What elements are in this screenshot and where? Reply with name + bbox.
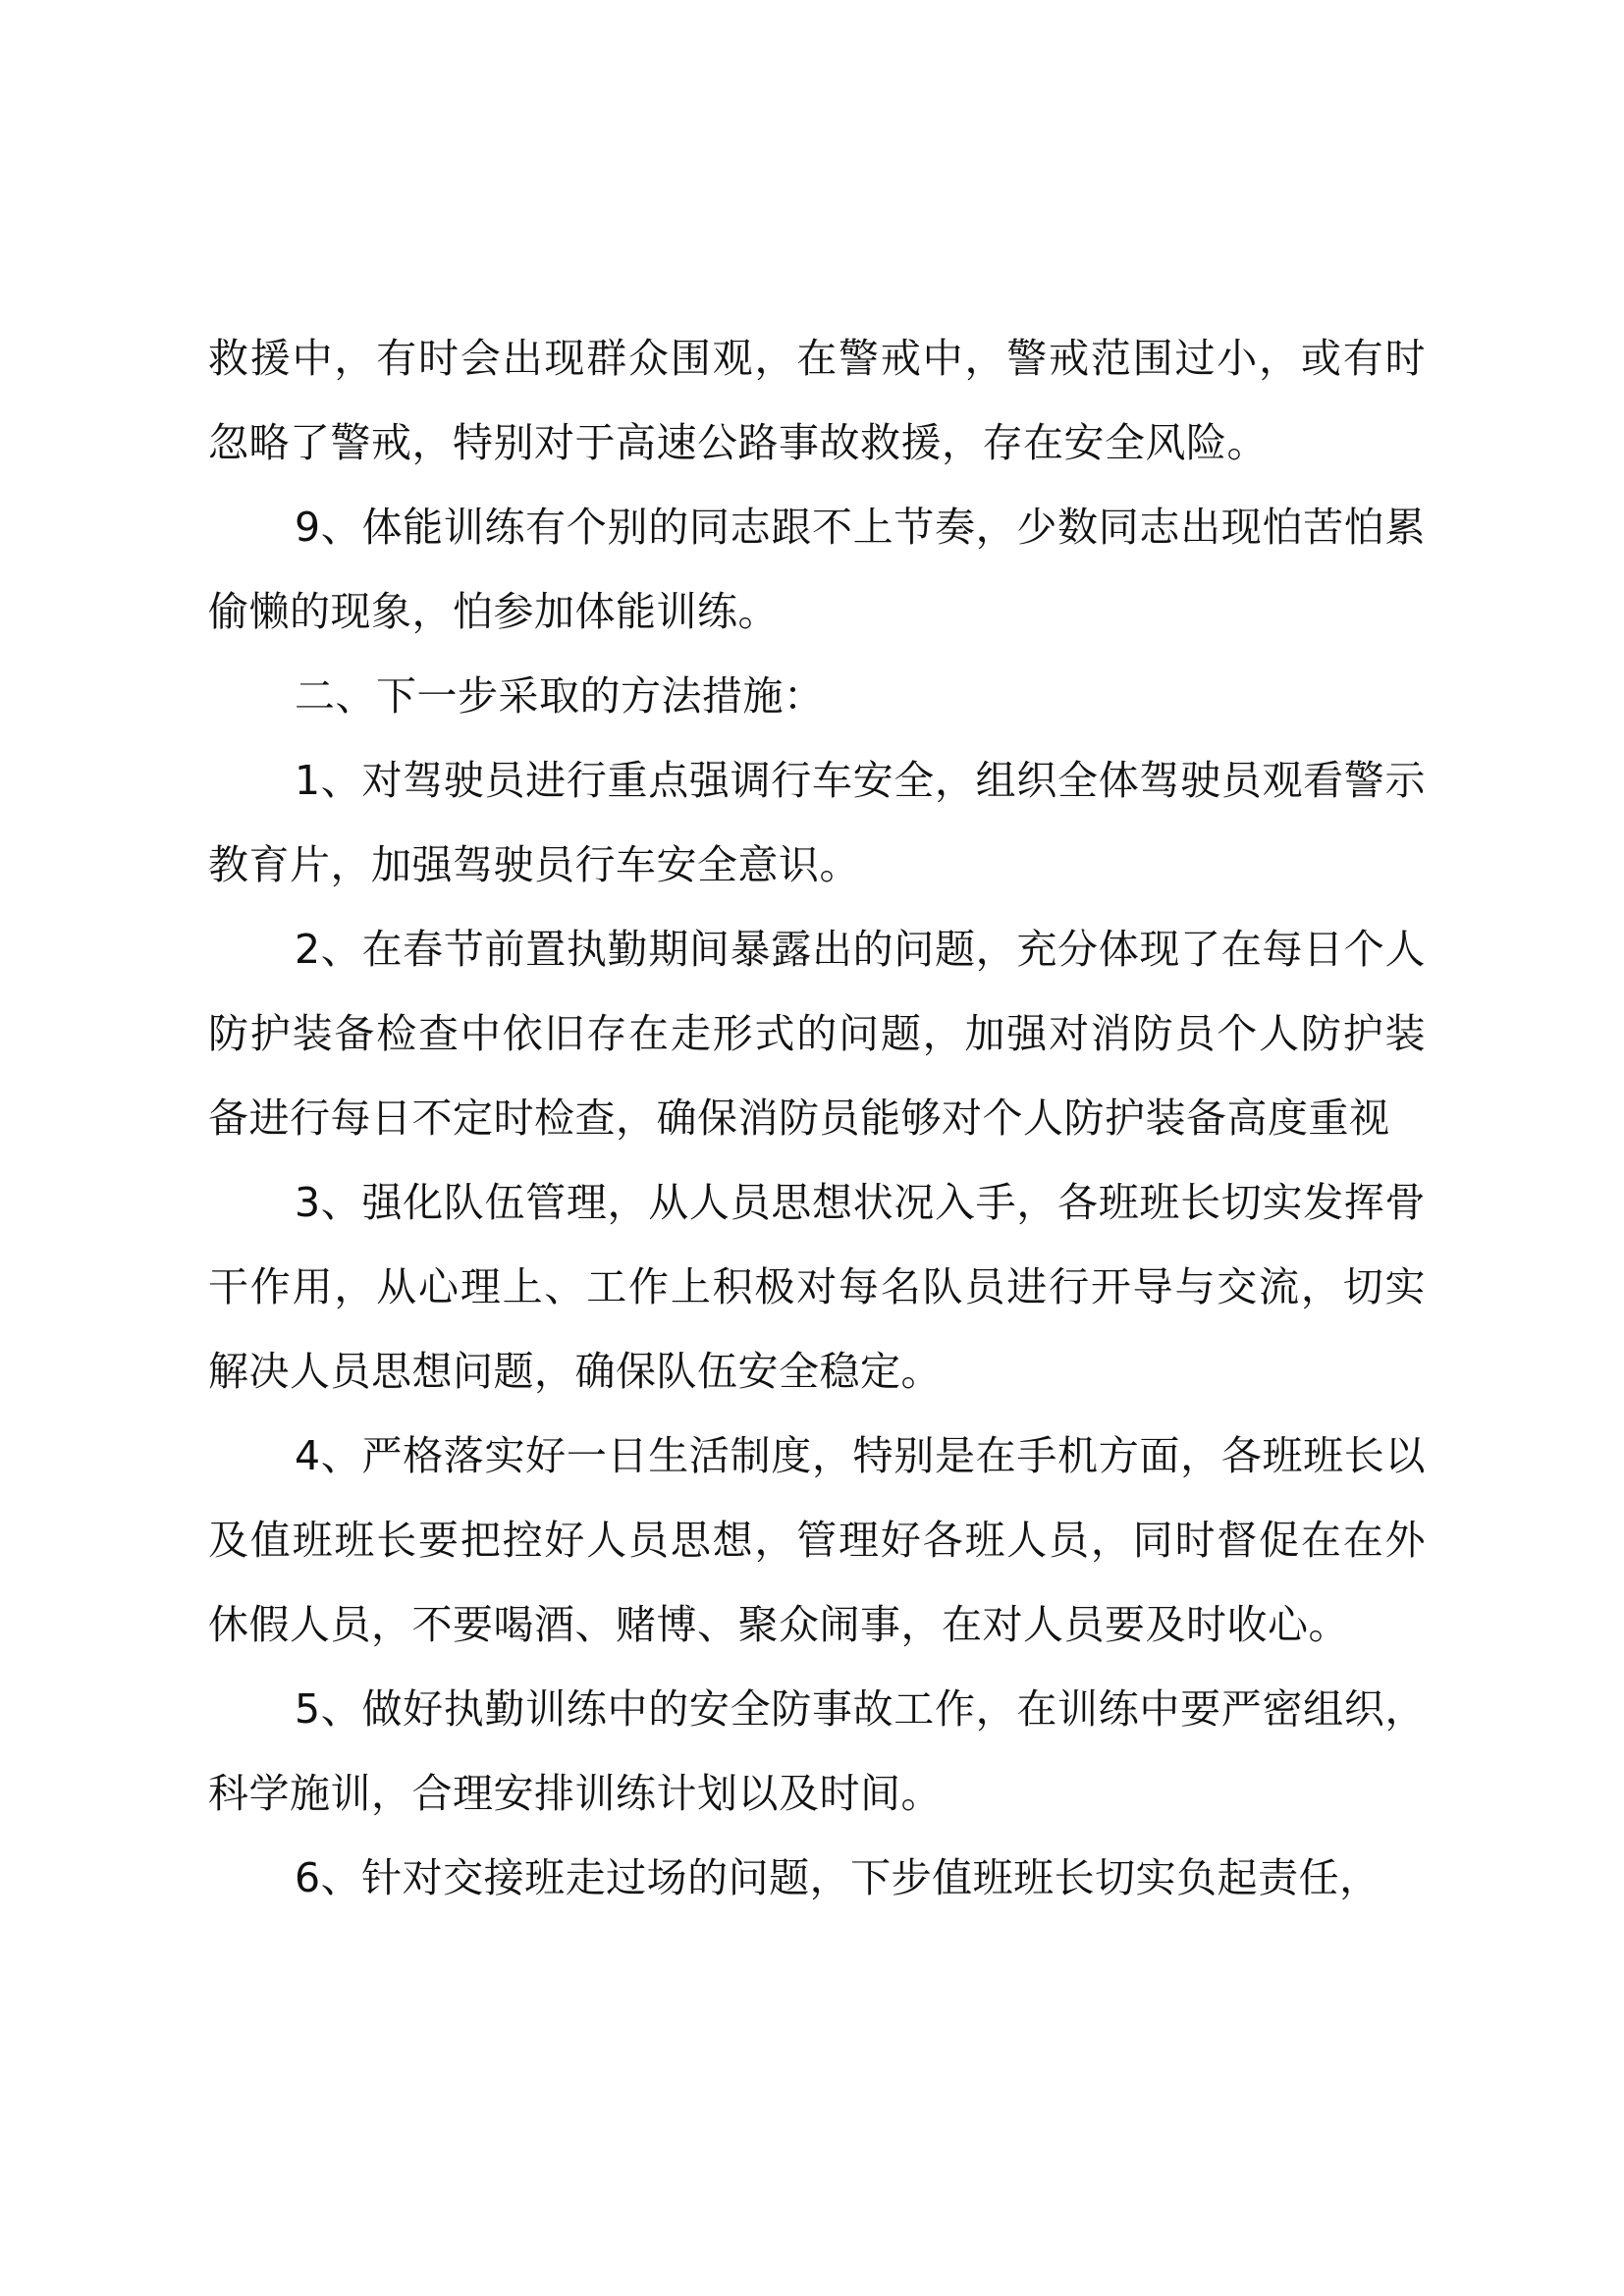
paragraph-measure-1-driver-safety: 1、对驾驶员进行重点强调行车安全，组织全体驾驶员观看警示教育片，加强驾驶员行车安全意识。	[208, 757, 1426, 888]
document-body	[208, 316, 1426, 1920]
section-heading-next-steps: 二、下一步采取的方法措施：	[295, 672, 825, 720]
paragraph-measure-4-daily-routine: 4、严格落实好一日生活制度，特别是在手机方面，各班班长以及值班班长要把控好人员思想，管理好各班人员，同时督促在在外休假人员，不要喝酒、赌博、聚众闹事，在对人员要及时收心。	[208, 1432, 1426, 1648]
paragraph-item-9-fitness-training: 9、体能训练有个别的同志跟不上节奏，少数同志出现怕苦怕累偷懒的现象，怕参加体能训练。	[208, 504, 1426, 635]
paragraph-measure-5-training-safety: 5、做好执勤训练中的安全防事故工作，在训练中要严密组织，科学施训，合理安排训练计划以及时间。	[208, 1685, 1426, 1817]
paragraph-rescue-warning-continued: 救援中，有时会出现群众围观，在警戒中，警戒范围过小，或有时忽略了警戒，特别对于高速公路事故救援，存在安全风险。	[208, 335, 1426, 466]
paragraph-measure-6-shift-handover: 6、针对交接班走过场的问题，下步值班班长切实负起责任，	[295, 1854, 1380, 1901]
paragraph-measure-3-team-management: 3、强化队伍管理，从人员思想状况入手，各班班长切实发挥骨干作用，从心理上、工作上积极对每名队员进行开导与交流，切实解决人员思想问题，确保队伍安全稳定。	[208, 1179, 1426, 1395]
paragraph-measure-2-equipment-check: 2、在春节前置执勤期间暴露出的问题，充分体现了在每日个人防护装备检查中依旧存在走形式的问题，加强对消防员个人防护装备进行每日不定时检查，确保消防员能够对个人防护装备高度重视	[208, 926, 1426, 1142]
